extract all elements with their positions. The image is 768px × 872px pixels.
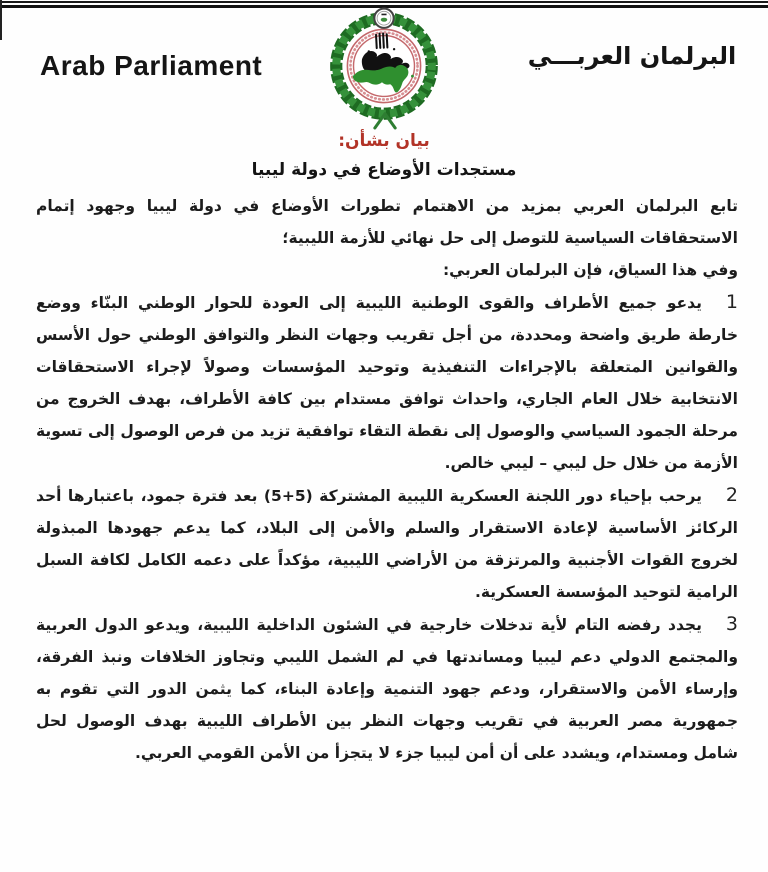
map-island-dot — [411, 75, 414, 78]
emblem-svg — [314, 5, 454, 131]
statement-label: بيان بشأن: — [338, 131, 430, 151]
context-line: وفي هذا السياق، فإن البرلمان العربي: — [442, 261, 738, 279]
arab-parliament-emblem — [314, 5, 454, 131]
intro-paragraph: تابع البرلمان العربي بمزيد من الاهتمام تطورات الأوضاع في دولة ليبيا وجهود إتمام الاستحقاقات السياسية للتوصل إلى حل نهائي للأزمة الليبية؛ — [36, 197, 738, 247]
header-title-english: Arab Parliament — [40, 50, 263, 81]
statement-subject: مستجدات الأوضاع في دولة ليبيا — [251, 160, 517, 180]
item-number: 2 — [725, 484, 738, 506]
statement-body — [36, 190, 738, 769]
left-edge-scan-line — [0, 0, 2, 40]
item-number: 3 — [725, 613, 738, 635]
item-text: يرحب بإحياء دور اللجنة العسكرية الليبية المشتركة (5+5) بعد فترة جمود، باعتبارها أحد الركائز الأساسية لإعادة الاستقرار والسلم والأمن إلى البلاد، كما يدعم جهودها المبذولة لخروج القوات الأجنبية والمرتزقة من الأراضي الليبية، مؤكداً على دعمه الكامل لكافة السبل الرامية لتوحيد المؤسسة العسكرية. — [36, 487, 738, 601]
mini-emblem-mark — [381, 14, 386, 16]
header-title-arabic: البرلمان العربـــي — [527, 42, 737, 70]
item-text: يدعو جميع الأطراف والقوى الوطنية الليبية إلى العودة للحوار الوطني البنّاء ووضع خارطة طريق واضحة ومحددة، من أجل تقريب وجهات النظر والتوافق الوطني حول الأسس والقوانين المتعلقة بالإجراءات التنفيذية وتوحيد المؤسسات وصولاً لإجراء الاستحقاقات الانتخابية خلال العام الجاري، واحداث توافق مستدام بين كافة الأطراف، بهدف الخروج من مرحلة الجمود السياسي والوصول إلى نقطة التقاء توافقية تزيد من فرص الوصول إلى تسوية الأزمة من خلال حل ليبي – ليبي خالص. — [36, 294, 738, 472]
list-item-3 — [36, 608, 738, 769]
list-item-1 — [36, 286, 738, 479]
item-number: 1 — [725, 291, 738, 313]
item-text: يجدد رفضه التام لأية تدخلات خارجية في الشئون الداخلية الليبية، ويدعو الدول العربية والمجتمع الدولي دعم ليبيا ومساندتها في لم الشمل الليبي وتجاوز الخلافات ونبذ الفرقة، وإرساء الأمن والاستقرار، ودعم جهود التنمية وإعادة البناء، كما يثمن الدور التي تقوم به جمهورية مصر العربية في تقريب وجهات النظر بين الأطراف الليبية بهدف الوصول لحل شامل ومستدام، ويشدد على أن أمن ليبيا جزء لا يتجزأ من الأمن القومي العربي. — [36, 616, 738, 762]
mini-emblem-map — [381, 18, 388, 22]
list-item-2 — [36, 479, 738, 608]
